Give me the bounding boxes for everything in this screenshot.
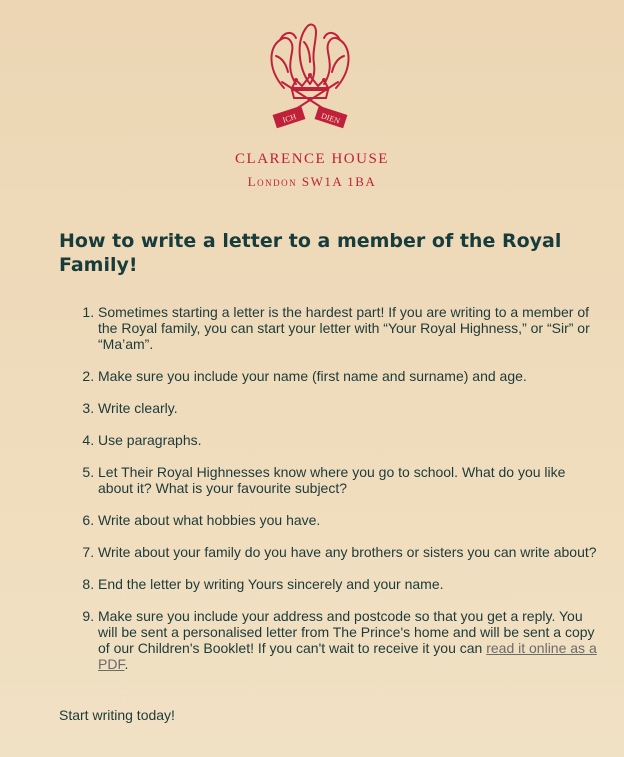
house-address: London SW1A 1BA xyxy=(247,174,377,189)
step-item xyxy=(98,544,598,560)
step-text: End the letter by writing Yours sincerely and your name. xyxy=(98,576,444,592)
step-text: Make sure you include your address and postcode so that you get a reply. You will be sent a personalised letter from The Prince's home and will be sent a copy of our Children's Booklet! If you can't wait to receive it you can xyxy=(98,608,595,656)
step-text-end: . xyxy=(124,656,129,672)
step-item xyxy=(98,368,598,384)
step-text: Let Their Royal Highnesses know where you go to school. What do you like about it? What is your favourite subject? xyxy=(98,464,566,496)
step-item xyxy=(98,608,598,672)
pdf-link[interactable]: read it online as a PDF xyxy=(98,640,597,672)
step-item xyxy=(98,304,598,352)
step-text: Write about what hobbies you have. xyxy=(98,512,321,528)
steps-list xyxy=(59,304,598,688)
motto-left: ICH xyxy=(281,112,298,125)
house-name: CLARENCE HOUSE xyxy=(235,151,389,167)
step-text: Use paragraphs. xyxy=(98,432,202,448)
step-item xyxy=(98,512,598,528)
step-item xyxy=(98,576,598,592)
motto-right: DIEN xyxy=(320,111,342,126)
step-text: Write clearly. xyxy=(98,400,178,416)
step-item xyxy=(98,400,598,416)
prince-of-wales-feathers-icon xyxy=(262,18,358,136)
step-item xyxy=(98,432,598,448)
step-text: Write about your family do you have any brothers or sisters you can write about? xyxy=(98,544,597,560)
closing-text: Start writing today! xyxy=(59,707,175,723)
step-text: Make sure you include your name (first name and surname) and age. xyxy=(98,368,527,384)
step-text: Sometimes starting a letter is the hardest part! If you are writing to a member of the Royal family, you can start your letter with “Your Royal Highness,” or “Sir” or “Ma’am”. xyxy=(98,304,590,352)
step-item xyxy=(98,464,598,496)
page-title: How to write a letter to a member of the Royal Family! xyxy=(59,230,562,276)
